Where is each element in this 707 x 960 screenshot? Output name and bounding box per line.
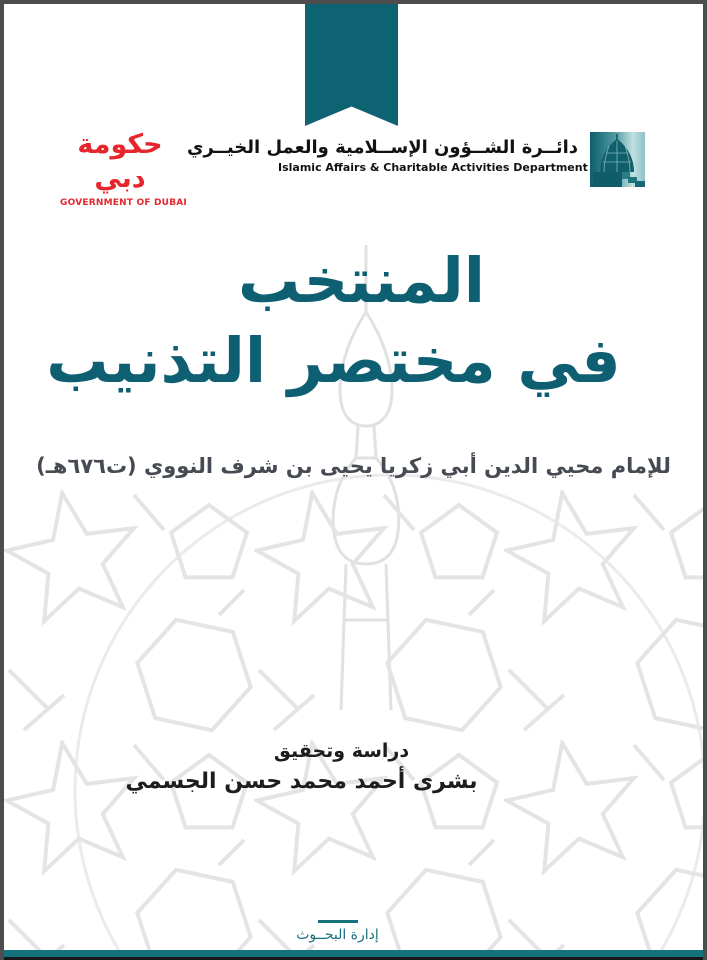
department-name-english: Islamic Affairs & Charitable Activities Department [278,161,588,175]
book-title-line1: المنتخب [237,244,486,317]
editors-heading: دراسة وتحقيق [273,740,410,762]
department-name-arabic: دائــرة الشــؤون الإســلامية والعمل الخيــري [186,137,578,158]
dubai-government-logo [60,128,187,208]
dubai-government-arabic: حكومة دبي [77,129,163,194]
book-title [4,244,695,399]
research-department-block [0,920,687,943]
mosque-dome-icon [590,132,645,187]
author-line: للإمام محيي الدين أبي زكريا يحيى بن شرف النووي (ت٦٧٦هـ) [36,454,671,478]
research-department-label: إدارة البحــوث [296,927,379,943]
dubai-government-english: GOVERNMENT OF DUBAI [60,197,187,208]
bookmark-ribbon [305,4,398,126]
editors-block [4,740,703,794]
girih-lattice [4,487,703,951]
footer-rule [318,920,358,923]
department-name-block [186,136,588,175]
book-title-line2: في مختصر التذنيب [46,324,621,398]
bottom-teal-bar [4,950,703,957]
editor-name: بشرى أحمد محمد حسن الجسمي [125,769,478,794]
